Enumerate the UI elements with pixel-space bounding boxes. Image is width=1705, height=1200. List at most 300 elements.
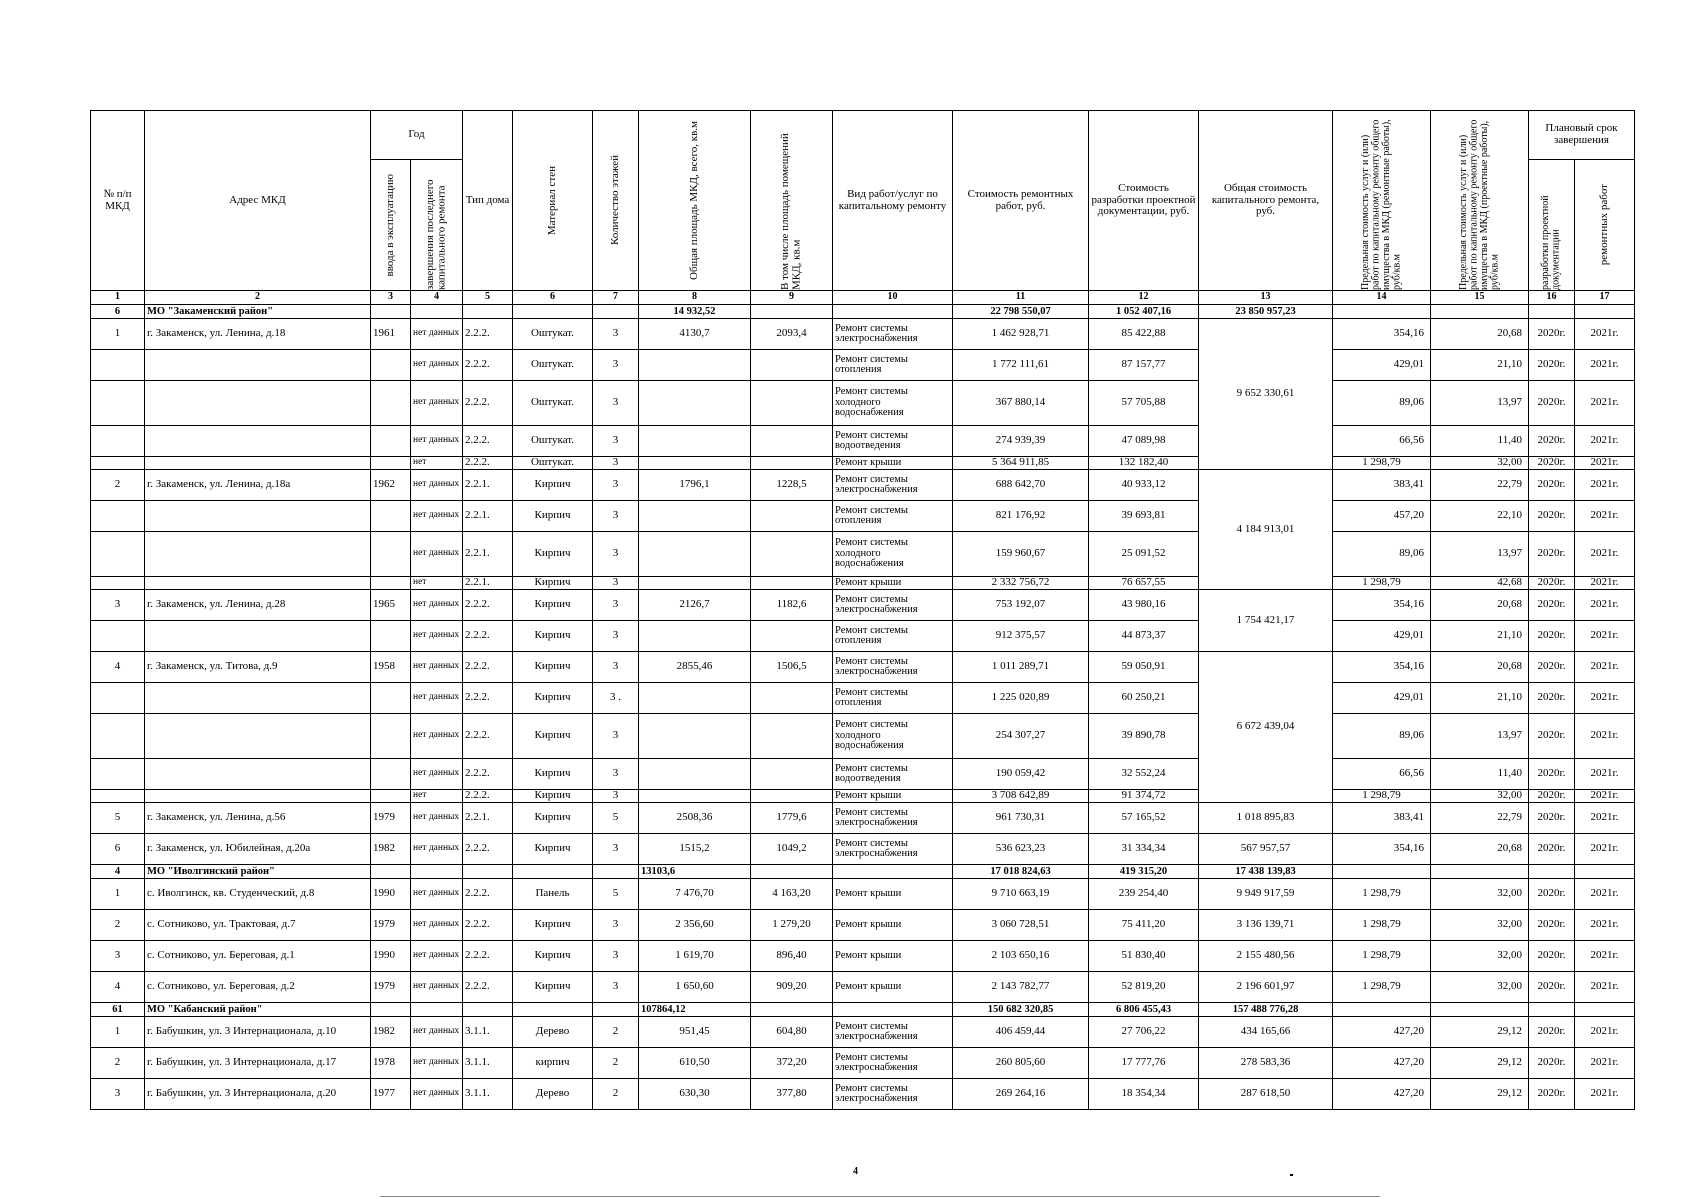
- table-cell: 1 772 111,61: [953, 350, 1089, 381]
- empty-cell: [371, 381, 411, 426]
- table-cell: Дерево: [513, 1079, 593, 1110]
- table-cell: нет данных: [411, 350, 463, 381]
- table-cell: Ремонт системы электроснабжения: [833, 1017, 953, 1048]
- table-cell: г. Бабушкин, ул. 3 Интернационала, д.20: [145, 1079, 371, 1110]
- header-limit-project: [1431, 111, 1529, 291]
- empty-cell: [639, 621, 751, 652]
- empty-cell: [639, 426, 751, 457]
- table-cell: 1049,2: [751, 834, 833, 865]
- table-cell: 8: [639, 291, 751, 305]
- empty-cell: [513, 305, 593, 319]
- table-cell: 3: [593, 470, 639, 501]
- table-cell: 2020г.: [1529, 590, 1575, 621]
- table-cell: 406 459,44: [953, 1017, 1089, 1048]
- table-cell: нет данных: [411, 714, 463, 759]
- table-cell: 4: [91, 652, 145, 683]
- empty-cell: [751, 577, 833, 590]
- empty-cell: [371, 426, 411, 457]
- table-cell: 2020г.: [1529, 803, 1575, 834]
- empty-cell: [91, 457, 145, 470]
- table-cell: 1990: [371, 941, 411, 972]
- table-cell: 1982: [371, 834, 411, 865]
- table-cell: нет данных: [411, 1079, 463, 1110]
- table-cell: 753 192,07: [953, 590, 1089, 621]
- table-cell: 150 682 320,85: [953, 1003, 1089, 1017]
- table-cell: нет данных: [411, 426, 463, 457]
- table-cell: 2021г.: [1575, 910, 1635, 941]
- table-cell: 6 672 439,04: [1199, 652, 1333, 803]
- table-cell: нет данных: [411, 470, 463, 501]
- empty-cell: [1529, 865, 1575, 879]
- table-cell: 1796,1: [639, 470, 751, 501]
- empty-cell: [639, 790, 751, 803]
- table-cell: 961 730,31: [953, 803, 1089, 834]
- table-cell: 3: [593, 759, 639, 790]
- empty-cell: [1431, 865, 1529, 879]
- table-cell: нет данных: [411, 1017, 463, 1048]
- table-cell: нет данных: [411, 759, 463, 790]
- table-cell: 354,16: [1333, 652, 1431, 683]
- table-cell: 10: [833, 291, 953, 305]
- table-cell: 14: [1333, 291, 1431, 305]
- table-cell: 1982: [371, 1017, 411, 1048]
- table-cell: 1 018 895,83: [1199, 803, 1333, 834]
- scan-edge-line: [380, 1196, 1380, 1197]
- header-total-cost: Общая стоимость капитального ремонта, руб.: [1199, 111, 1333, 291]
- table-cell: 821 176,92: [953, 501, 1089, 532]
- table-cell: 27 706,22: [1089, 1017, 1199, 1048]
- table-cell: Ремонт системы холодного водоснабжения: [833, 532, 953, 577]
- table-cell: 2.2.2.: [463, 350, 513, 381]
- table-cell: 2 196 601,97: [1199, 972, 1333, 1003]
- table-cell: 1990: [371, 879, 411, 910]
- table-cell: 2021г.: [1575, 683, 1635, 714]
- table-cell: 32,00: [1431, 790, 1529, 803]
- header-plan: Плановый срок завершения: [1529, 111, 1635, 160]
- table-cell: 2021г.: [1575, 1048, 1635, 1079]
- table-cell: 16: [1529, 291, 1575, 305]
- empty-cell: [145, 683, 371, 714]
- empty-cell: [1431, 1003, 1529, 1017]
- table-cell: 42,68: [1431, 577, 1529, 590]
- table-cell: Ремонт крыши: [833, 941, 953, 972]
- table-cell: 429,01: [1333, 621, 1431, 652]
- header-label: разработки проектной документации: [1540, 195, 1562, 290]
- table-cell: 11: [953, 291, 1089, 305]
- table-cell: 32,00: [1431, 941, 1529, 972]
- table-cell: 2021г.: [1575, 457, 1635, 470]
- empty-cell: [371, 1003, 411, 1017]
- table-cell: 2021г.: [1575, 714, 1635, 759]
- table-cell: Ремонт системы холодного водоснабжения: [833, 381, 953, 426]
- table-cell: Ремонт системы отопления: [833, 683, 953, 714]
- table-cell: 76 657,55: [1089, 577, 1199, 590]
- empty-cell: [751, 426, 833, 457]
- table-cell: 2020г.: [1529, 941, 1575, 972]
- empty-cell: [751, 683, 833, 714]
- table-cell: 2020г.: [1529, 532, 1575, 577]
- table-cell: Кирпич: [513, 941, 593, 972]
- table-cell: 2021г.: [1575, 652, 1635, 683]
- table-cell: 21,10: [1431, 621, 1529, 652]
- header-label: ремонтных работ: [1597, 184, 1610, 266]
- table-cell: 1 225 020,89: [953, 683, 1089, 714]
- empty-cell: [1333, 865, 1431, 879]
- table-cell: 274 939,39: [953, 426, 1089, 457]
- table-cell: Кирпич: [513, 759, 593, 790]
- empty-cell: [513, 865, 593, 879]
- table-cell: Кирпич: [513, 972, 593, 1003]
- table-row: [91, 941, 1635, 972]
- table-cell: 2021г.: [1575, 532, 1635, 577]
- table-cell: 7: [593, 291, 639, 305]
- table-cell: Дерево: [513, 1017, 593, 1048]
- table-cell: 21,10: [1431, 350, 1529, 381]
- table-cell: 354,16: [1333, 834, 1431, 865]
- table-cell: 2 103 650,16: [953, 941, 1089, 972]
- table-cell: 2: [593, 1079, 639, 1110]
- header-num: № п/п МКД: [91, 111, 145, 291]
- header-type: Тип дома: [463, 111, 513, 291]
- table-cell: 44 873,37: [1089, 621, 1199, 652]
- empty-cell: [371, 457, 411, 470]
- table-row: [91, 621, 1635, 652]
- empty-cell: [371, 350, 411, 381]
- header-label: Общая площадь МКД, всего, кв.м: [687, 121, 700, 280]
- table-cell: 2.2.2.: [463, 621, 513, 652]
- empty-cell: [751, 759, 833, 790]
- table-row: [91, 652, 1635, 683]
- table-cell: 278 583,36: [1199, 1048, 1333, 1079]
- table-cell: Панель: [513, 879, 593, 910]
- table-cell: 20,68: [1431, 834, 1529, 865]
- table-cell: 2.2.2.: [463, 879, 513, 910]
- table-cell: нет данных: [411, 683, 463, 714]
- table-cell: г. Закаменск, ул. Ленина, д.18а: [145, 470, 371, 501]
- table-cell: 427,20: [1333, 1079, 1431, 1110]
- table-cell: 2.2.2.: [463, 972, 513, 1003]
- empty-cell: [145, 457, 371, 470]
- table-cell: 29,12: [1431, 1079, 1529, 1110]
- table-cell: Ремонт системы электроснабжения: [833, 1079, 953, 1110]
- empty-cell: [91, 714, 145, 759]
- table-cell: г. Закаменск, ул. Юбилейная, д.20а: [145, 834, 371, 865]
- table-cell: 6 806 455,43: [1089, 1003, 1199, 1017]
- table-cell: 157 488 776,28: [1199, 1003, 1333, 1017]
- table-cell: 2021г.: [1575, 759, 1635, 790]
- table-cell: нет данных: [411, 803, 463, 834]
- table-cell: 2: [145, 291, 371, 305]
- table-cell: Ремонт крыши: [833, 972, 953, 1003]
- table-cell: 7 476,70: [639, 879, 751, 910]
- table-cell: 2.2.2.: [463, 790, 513, 803]
- header-floors: [593, 111, 639, 291]
- table-cell: Оштукат.: [513, 381, 593, 426]
- table-cell: 536 623,23: [953, 834, 1089, 865]
- table-cell: Оштукат.: [513, 350, 593, 381]
- table-cell: 6: [91, 834, 145, 865]
- table-row: [91, 319, 1635, 350]
- table-cell: 12: [1089, 291, 1199, 305]
- table-cell: нет данных: [411, 532, 463, 577]
- table-cell: 29,12: [1431, 1048, 1529, 1079]
- header-year: Год: [371, 111, 463, 160]
- table-cell: нет: [411, 790, 463, 803]
- table-cell: 2: [91, 910, 145, 941]
- table-cell: Ремонт системы электроснабжения: [833, 1048, 953, 1079]
- table-cell: 2.2.1.: [463, 803, 513, 834]
- empty-cell: [145, 381, 371, 426]
- table-cell: 3: [91, 941, 145, 972]
- table-cell: 2020г.: [1529, 501, 1575, 532]
- table-cell: с. Сотниково, ул. Береговая, д.1: [145, 941, 371, 972]
- table-row: [91, 426, 1635, 457]
- table-cell: 1 298,79: [1333, 577, 1431, 590]
- table-cell: Ремонт крыши: [833, 790, 953, 803]
- table-cell: 21,10: [1431, 683, 1529, 714]
- table-cell: 1 298,79: [1333, 879, 1431, 910]
- table-cell: 3: [593, 457, 639, 470]
- column-number-row: [91, 291, 1635, 305]
- empty-cell: [833, 305, 953, 319]
- table-cell: 3 .: [593, 683, 639, 714]
- table-cell: 2020г.: [1529, 972, 1575, 1003]
- header-repair-cost: Стоимость ремонтных работ, руб.: [953, 111, 1089, 291]
- table-cell: 2020г.: [1529, 1079, 1575, 1110]
- table-cell: 2020г.: [1529, 790, 1575, 803]
- table-cell: 51 830,40: [1089, 941, 1199, 972]
- empty-cell: [639, 577, 751, 590]
- empty-cell: [463, 305, 513, 319]
- table-row: [91, 790, 1635, 803]
- empty-cell: [91, 577, 145, 590]
- empty-cell: [1529, 305, 1575, 319]
- empty-cell: [371, 790, 411, 803]
- table-cell: 1: [91, 291, 145, 305]
- table-cell: 2020г.: [1529, 457, 1575, 470]
- table-cell: 2.2.2.: [463, 759, 513, 790]
- empty-cell: [751, 532, 833, 577]
- table-cell: 688 642,70: [953, 470, 1089, 501]
- table-cell: Кирпич: [513, 714, 593, 759]
- table-cell: 260 805,60: [953, 1048, 1089, 1079]
- empty-cell: [751, 790, 833, 803]
- header-premises-area: [751, 111, 833, 291]
- table-cell: 20,68: [1431, 319, 1529, 350]
- table-cell: 630,30: [639, 1079, 751, 1110]
- table-cell: 3: [593, 652, 639, 683]
- table-row: [91, 381, 1635, 426]
- table-cell: нет данных: [411, 319, 463, 350]
- empty-cell: [1333, 1003, 1431, 1017]
- table-cell: 75 411,20: [1089, 910, 1199, 941]
- table-cell: 2 356,60: [639, 910, 751, 941]
- group-row-ivolginsk: [91, 865, 1635, 879]
- table-cell: 66,56: [1333, 426, 1431, 457]
- table-cell: г. Закаменск, ул. Титова, д.9: [145, 652, 371, 683]
- empty-cell: [639, 501, 751, 532]
- table-row: [91, 470, 1635, 501]
- table-cell: 3: [593, 714, 639, 759]
- table-cell: 57 165,52: [1089, 803, 1199, 834]
- table-cell: 61: [91, 1003, 145, 1017]
- scan-speck: [1290, 1174, 1293, 1176]
- table-cell: нет данных: [411, 910, 463, 941]
- empty-cell: [145, 532, 371, 577]
- table-cell: 1 298,79: [1333, 457, 1431, 470]
- table-cell: 254 307,27: [953, 714, 1089, 759]
- table-cell: 5 364 911,85: [953, 457, 1089, 470]
- table-cell: 1515,2: [639, 834, 751, 865]
- table-cell: 1779,6: [751, 803, 833, 834]
- empty-cell: [91, 790, 145, 803]
- table-cell: 39 890,78: [1089, 714, 1199, 759]
- table-cell: 383,41: [1333, 470, 1431, 501]
- empty-cell: [1333, 305, 1431, 319]
- table-cell: 20,68: [1431, 590, 1529, 621]
- table-cell: 367 880,14: [953, 381, 1089, 426]
- table-cell: 2.2.2.: [463, 319, 513, 350]
- table-cell: 269 264,16: [953, 1079, 1089, 1110]
- table-cell: 23 850 957,23: [1199, 305, 1333, 319]
- empty-cell: [145, 577, 371, 590]
- table-cell: 3 136 139,71: [1199, 910, 1333, 941]
- empty-cell: [371, 577, 411, 590]
- empty-cell: [371, 305, 411, 319]
- table-cell: 427,20: [1333, 1017, 1431, 1048]
- empty-cell: [751, 501, 833, 532]
- empty-cell: [751, 457, 833, 470]
- table-cell: 3.1.1.: [463, 1048, 513, 1079]
- table-cell: 2021г.: [1575, 319, 1635, 350]
- table-cell: 3: [371, 291, 411, 305]
- header-plan-project: [1529, 160, 1575, 291]
- table-cell: 1: [91, 879, 145, 910]
- table-cell: 40 933,12: [1089, 470, 1199, 501]
- table-cell: МО "Кабанский район": [145, 1003, 371, 1017]
- empty-cell: [1575, 865, 1635, 879]
- table-cell: 2021г.: [1575, 381, 1635, 426]
- table-cell: 2.2.2.: [463, 714, 513, 759]
- table-cell: нет данных: [411, 1048, 463, 1079]
- table-cell: 6: [513, 291, 593, 305]
- table-row: [91, 910, 1635, 941]
- empty-cell: [371, 621, 411, 652]
- table-cell: 4: [91, 972, 145, 1003]
- header-limit-repair: [1333, 111, 1431, 291]
- table-cell: 60 250,21: [1089, 683, 1199, 714]
- table-cell: 14 932,52: [639, 305, 751, 319]
- table-cell: 434 165,66: [1199, 1017, 1333, 1048]
- empty-cell: [593, 305, 639, 319]
- table-cell: г. Закаменск, ул. Ленина, д.28: [145, 590, 371, 621]
- table-cell: 17 018 824,63: [953, 865, 1089, 879]
- table-cell: 4 184 913,01: [1199, 470, 1333, 590]
- empty-cell: [1431, 305, 1529, 319]
- table-cell: Ремонт системы отопления: [833, 350, 953, 381]
- table-cell: 1182,6: [751, 590, 833, 621]
- table-row: [91, 683, 1635, 714]
- table-row: [91, 1017, 1635, 1048]
- header-label: Материал стен: [545, 165, 558, 236]
- table-cell: Кирпич: [513, 803, 593, 834]
- table-cell: нет данных: [411, 652, 463, 683]
- table-cell: 2020г.: [1529, 1048, 1575, 1079]
- table-cell: 419 315,20: [1089, 865, 1199, 879]
- table-cell: 13: [1199, 291, 1333, 305]
- empty-cell: [751, 714, 833, 759]
- table-cell: 3: [593, 350, 639, 381]
- header-label: Предельная стоимость услуг и (или) работ по капитальному ремонту общего имущества в МКД (проектные работы), руб/кв.м: [1457, 119, 1500, 290]
- table-cell: 2021г.: [1575, 803, 1635, 834]
- table-cell: 17: [1575, 291, 1635, 305]
- header-wall-material: [513, 111, 593, 291]
- header-plan-repair: [1575, 160, 1635, 291]
- table-cell: 47 089,98: [1089, 426, 1199, 457]
- empty-cell: [91, 350, 145, 381]
- empty-cell: [91, 381, 145, 426]
- table-cell: 354,16: [1333, 319, 1431, 350]
- empty-cell: [593, 1003, 639, 1017]
- table-cell: г. Закаменск, ул. Ленина, д.56: [145, 803, 371, 834]
- table-cell: 567 957,57: [1199, 834, 1333, 865]
- table-cell: Ремонт системы электроснабжения: [833, 652, 953, 683]
- header-project-cost: Стоимость разработки проектной документации, руб.: [1089, 111, 1199, 291]
- table-row: [91, 577, 1635, 590]
- table-cell: Кирпич: [513, 910, 593, 941]
- empty-cell: [1575, 305, 1635, 319]
- table-cell: 87 157,77: [1089, 350, 1199, 381]
- table-cell: Ремонт крыши: [833, 879, 953, 910]
- table-cell: 32,00: [1431, 910, 1529, 941]
- table-cell: 91 374,72: [1089, 790, 1199, 803]
- table-cell: 5: [593, 879, 639, 910]
- table-cell: г. Бабушкин, ул. 3 Интернационала, д.10: [145, 1017, 371, 1048]
- empty-cell: [639, 683, 751, 714]
- table-row: [91, 972, 1635, 1003]
- empty-cell: [145, 759, 371, 790]
- empty-cell: [411, 305, 463, 319]
- table-cell: 9: [751, 291, 833, 305]
- empty-cell: [411, 865, 463, 879]
- table-cell: 11,40: [1431, 759, 1529, 790]
- empty-cell: [639, 714, 751, 759]
- table-cell: 1965: [371, 590, 411, 621]
- table-cell: 2020г.: [1529, 426, 1575, 457]
- table-cell: 909,20: [751, 972, 833, 1003]
- table-cell: 3: [593, 381, 639, 426]
- table-row: [91, 1079, 1635, 1110]
- empty-cell: [145, 621, 371, 652]
- empty-cell: [751, 350, 833, 381]
- table-cell: 32 552,24: [1089, 759, 1199, 790]
- table-cell: 354,16: [1333, 590, 1431, 621]
- table-cell: нет: [411, 457, 463, 470]
- table-cell: Ремонт системы электроснабжения: [833, 470, 953, 501]
- empty-cell: [371, 532, 411, 577]
- table-cell: 2021г.: [1575, 879, 1635, 910]
- table-row: [91, 834, 1635, 865]
- table-row: [91, 501, 1635, 532]
- table-row: [91, 714, 1635, 759]
- table-cell: 2021г.: [1575, 590, 1635, 621]
- table-cell: 604,80: [751, 1017, 833, 1048]
- table-cell: 2020г.: [1529, 879, 1575, 910]
- table-row: [91, 1048, 1635, 1079]
- table-cell: 32,00: [1431, 879, 1529, 910]
- table-cell: 52 819,20: [1089, 972, 1199, 1003]
- table-cell: 2.2.1.: [463, 532, 513, 577]
